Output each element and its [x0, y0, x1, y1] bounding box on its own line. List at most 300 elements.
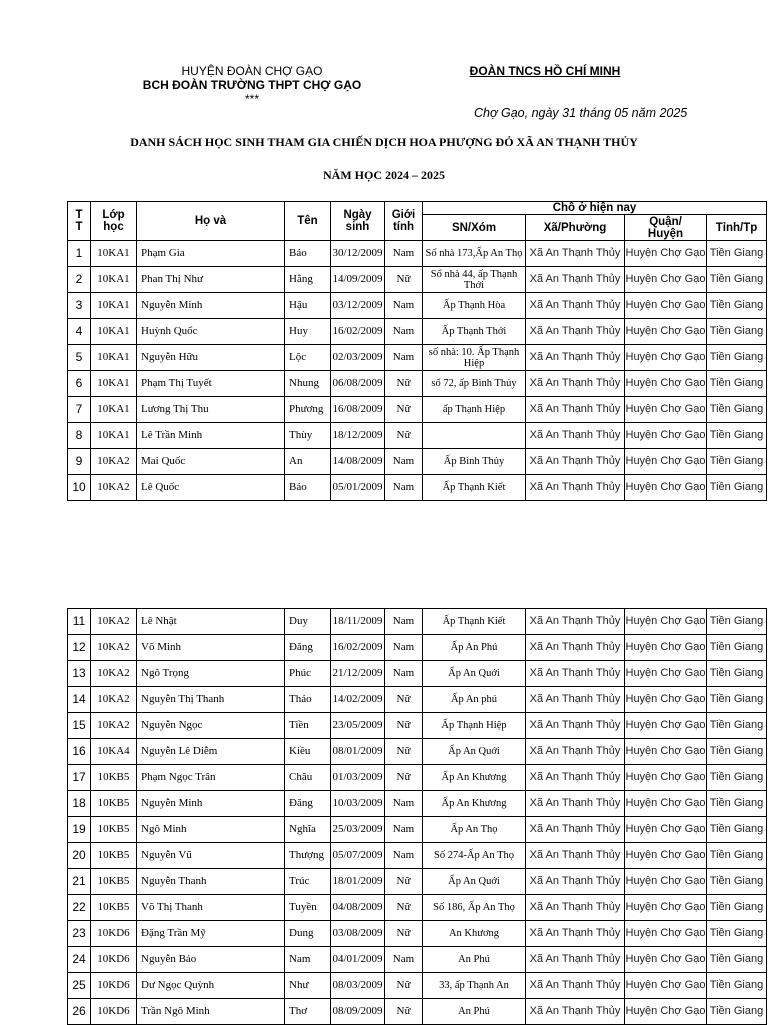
table-row — [68, 241, 767, 267]
row-surname: Lương Thị Thu — [137, 397, 285, 423]
row-gender: Nam — [385, 791, 423, 817]
row-number: 5 — [68, 345, 91, 371]
row-surname: Đặng Trần Mỹ — [137, 921, 285, 947]
table-row — [68, 449, 767, 475]
row-birthdate: 16/02/2009 — [331, 319, 385, 345]
row-province: Tiền Giang — [707, 423, 767, 449]
table-row — [68, 423, 767, 449]
organization-title: ĐOÀN TNCS HỒ CHÍ MINH — [469, 64, 621, 78]
row-surname: Nguyễn Minh — [137, 293, 285, 319]
row-class: 10KA2 — [91, 661, 137, 687]
row-number: 17 — [68, 765, 91, 791]
row-name: Bảo — [285, 475, 331, 501]
row-name: Thượng — [285, 843, 331, 869]
row-commune: Xã An Thạnh Thủy — [526, 869, 625, 895]
row-province: Tiền Giang — [707, 713, 767, 739]
row-surname: Nguyễn Minh — [137, 791, 285, 817]
row-district: Huyện Chợ Gạo — [625, 661, 707, 687]
row-commune: Xã An Thạnh Thủy — [526, 635, 625, 661]
row-birthdate: 14/08/2009 — [331, 449, 385, 475]
row-house-hamlet: Ấp An Thọ — [423, 817, 526, 843]
row-commune: Xã An Thạnh Thủy — [526, 687, 625, 713]
row-commune: Xã An Thạnh Thủy — [526, 739, 625, 765]
row-district: Huyện Chợ Gạo — [625, 345, 707, 371]
row-province: Tiền Giang — [707, 817, 767, 843]
row-gender: Nam — [385, 293, 423, 319]
row-gender: Nam — [385, 241, 423, 267]
dateline: Chợ Gạo, ngày 31 tháng 05 năm 2025 — [474, 106, 688, 120]
row-district: Huyện Chợ Gạo — [625, 817, 707, 843]
row-number: 6 — [68, 371, 91, 397]
row-class: 10KB5 — [91, 843, 137, 869]
row-number: 21 — [68, 869, 91, 895]
row-district: Huyện Chợ Gạo — [625, 713, 707, 739]
row-class: 10KA1 — [91, 319, 137, 345]
col-district: Quận/ Huyện — [625, 215, 707, 241]
row-commune: Xã An Thạnh Thủy — [526, 947, 625, 973]
school-union-name: BCH ĐOÀN TRƯỜNG THPT CHỢ GẠO — [142, 78, 362, 92]
row-province: Tiền Giang — [707, 687, 767, 713]
row-number: 14 — [68, 687, 91, 713]
row-district: Huyện Chợ Gạo — [625, 947, 707, 973]
row-surname: Lê Quốc — [137, 475, 285, 501]
row-province: Tiền Giang — [707, 869, 767, 895]
row-number: 12 — [68, 635, 91, 661]
row-class: 10KA2 — [91, 609, 137, 635]
row-district: Huyện Chợ Gạo — [625, 765, 707, 791]
row-house-hamlet: An Khương — [423, 921, 526, 947]
row-surname: Nguyễn Vũ — [137, 843, 285, 869]
row-province: Tiền Giang — [707, 895, 767, 921]
row-district: Huyện Chợ Gạo — [625, 895, 707, 921]
row-gender: Nam — [385, 817, 423, 843]
row-birthdate: 18/11/2009 — [331, 609, 385, 635]
row-province: Tiền Giang — [707, 293, 767, 319]
row-province: Tiền Giang — [707, 635, 767, 661]
row-province: Tiền Giang — [707, 921, 767, 947]
row-birthdate: 25/03/2009 — [331, 817, 385, 843]
table-row — [68, 475, 767, 501]
row-name: Trúc — [285, 869, 331, 895]
row-province: Tiền Giang — [707, 319, 767, 345]
col-province: Tỉnh/Tp — [707, 215, 767, 241]
row-birthdate: 04/01/2009 — [331, 947, 385, 973]
row-name: An — [285, 449, 331, 475]
row-commune: Xã An Thạnh Thủy — [526, 713, 625, 739]
header-left — [120, 64, 384, 106]
col-name: Tên — [285, 202, 331, 241]
student-table-page2 — [67, 608, 767, 1025]
row-province: Tiền Giang — [707, 999, 767, 1025]
row-class: 10KB5 — [91, 869, 137, 895]
row-house-hamlet: Ấp Thạnh Kiết — [423, 609, 526, 635]
row-gender: Nam — [385, 661, 423, 687]
row-house-hamlet: Ấp An Khương — [423, 765, 526, 791]
row-name: Nghĩa — [285, 817, 331, 843]
row-name: Châu — [285, 765, 331, 791]
row-house-hamlet: số 72, ấp Bình Thủy — [423, 371, 526, 397]
row-district: Huyện Chợ Gạo — [625, 609, 707, 635]
row-name: Nam — [285, 947, 331, 973]
row-birthdate: 10/03/2009 — [331, 791, 385, 817]
row-district: Huyện Chợ Gạo — [625, 475, 707, 501]
row-number: 4 — [68, 319, 91, 345]
row-district: Huyện Chợ Gạo — [625, 371, 707, 397]
row-birthdate: 02/03/2009 — [331, 345, 385, 371]
row-name: Huy — [285, 319, 331, 345]
table-row — [68, 609, 767, 635]
table-row — [68, 739, 767, 765]
row-name: Hậu — [285, 293, 331, 319]
row-name: Hằng — [285, 267, 331, 293]
row-number: 23 — [68, 921, 91, 947]
table-row — [68, 921, 767, 947]
row-name: Thơ — [285, 999, 331, 1025]
row-surname: Nguyễn Thị Thanh — [137, 687, 285, 713]
row-gender: Nữ — [385, 371, 423, 397]
row-province: Tiền Giang — [707, 241, 767, 267]
row-house-hamlet: 33, ấp Thạnh An — [423, 973, 526, 999]
table-row — [68, 947, 767, 973]
table-row — [68, 791, 767, 817]
row-district: Huyện Chợ Gạo — [625, 739, 707, 765]
row-house-hamlet — [423, 423, 526, 449]
row-province: Tiền Giang — [707, 345, 767, 371]
table-row — [68, 843, 767, 869]
row-surname: Võ Thị Thanh — [137, 895, 285, 921]
row-gender: Nam — [385, 475, 423, 501]
row-gender: Nữ — [385, 713, 423, 739]
row-class: 10KA1 — [91, 423, 137, 449]
table-row — [68, 371, 767, 397]
row-birthdate: 04/08/2009 — [331, 895, 385, 921]
row-gender: Nam — [385, 449, 423, 475]
row-gender: Nữ — [385, 267, 423, 293]
col-residence-group: Chỗ ở hiện nay — [423, 202, 767, 215]
col-birthdate: Ngày sinh — [331, 202, 385, 241]
row-surname: Nguyễn Lê Diễm — [137, 739, 285, 765]
row-name: Thảo — [285, 687, 331, 713]
row-name: Nhung — [285, 371, 331, 397]
row-province: Tiền Giang — [707, 791, 767, 817]
col-gender: Giới tính — [385, 202, 423, 241]
row-gender: Nữ — [385, 739, 423, 765]
row-gender: Nữ — [385, 895, 423, 921]
row-province: Tiền Giang — [707, 371, 767, 397]
row-class: 10KD6 — [91, 947, 137, 973]
row-gender: Nữ — [385, 397, 423, 423]
row-district: Huyện Chợ Gạo — [625, 973, 707, 999]
district-union-name: HUYỆN ĐOÀN CHỢ GẠO — [181, 64, 323, 78]
row-name: Duy — [285, 609, 331, 635]
row-house-hamlet: Ấp An Quới — [423, 661, 526, 687]
table-row — [68, 895, 767, 921]
row-house-hamlet: An Phú — [423, 947, 526, 973]
row-district: Huyện Chợ Gạo — [625, 293, 707, 319]
row-surname: Nguyễn Bảo — [137, 947, 285, 973]
row-class: 10KA2 — [91, 687, 137, 713]
row-commune: Xã An Thạnh Thủy — [526, 791, 625, 817]
row-class: 10KA1 — [91, 371, 137, 397]
row-house-hamlet: Ấp An phú — [423, 687, 526, 713]
row-surname: Phạm Gia — [137, 241, 285, 267]
row-number: 25 — [68, 973, 91, 999]
row-name: Phương — [285, 397, 331, 423]
row-birthdate: 05/01/2009 — [331, 475, 385, 501]
row-commune: Xã An Thạnh Thủy — [526, 661, 625, 687]
row-birthdate: 16/02/2009 — [331, 635, 385, 661]
row-birthdate: 16/08/2009 — [331, 397, 385, 423]
table-row — [68, 635, 767, 661]
row-province: Tiền Giang — [707, 765, 767, 791]
row-number: 22 — [68, 895, 91, 921]
row-class: 10KA1 — [91, 293, 137, 319]
row-birthdate: 08/01/2009 — [331, 739, 385, 765]
row-province: Tiền Giang — [707, 843, 767, 869]
header-stars: *** — [244, 92, 259, 106]
row-number: 18 — [68, 791, 91, 817]
row-province: Tiền Giang — [707, 267, 767, 293]
row-birthdate: 03/12/2009 — [331, 293, 385, 319]
row-commune: Xã An Thạnh Thủy — [526, 475, 625, 501]
row-district: Huyện Chợ Gạo — [625, 921, 707, 947]
row-birthdate: 08/03/2009 — [331, 973, 385, 999]
row-number: 10 — [68, 475, 91, 501]
row-surname: Nguyễn Thanh — [137, 869, 285, 895]
row-name: Lộc — [285, 345, 331, 371]
row-birthdate: 03/08/2009 — [331, 921, 385, 947]
row-number: 26 — [68, 999, 91, 1025]
row-name: Phúc — [285, 661, 331, 687]
table-row — [68, 661, 767, 687]
table-row — [68, 345, 767, 371]
row-house-hamlet: Số 186, Ấp An Thọ — [423, 895, 526, 921]
row-surname: Lê Nhật — [137, 609, 285, 635]
row-surname: Võ Minh — [137, 635, 285, 661]
row-house-hamlet: Ấp An Phú — [423, 635, 526, 661]
row-house-hamlet: Ấp Thạnh Kiết — [423, 475, 526, 501]
row-house-hamlet: Ấp An Quới — [423, 739, 526, 765]
col-house-hamlet: SN/Xóm — [423, 215, 526, 241]
table-row — [68, 999, 767, 1025]
row-name: Như — [285, 973, 331, 999]
row-commune: Xã An Thạnh Thủy — [526, 609, 625, 635]
row-province: Tiền Giang — [707, 449, 767, 475]
row-number: 24 — [68, 947, 91, 973]
row-surname: Ngô Minh — [137, 817, 285, 843]
col-commune: Xã/Phường — [526, 215, 625, 241]
row-district: Huyện Chợ Gạo — [625, 635, 707, 661]
row-district: Huyện Chợ Gạo — [625, 267, 707, 293]
row-house-hamlet: ấp Thạnh Hiệp — [423, 397, 526, 423]
row-commune: Xã An Thạnh Thủy — [526, 345, 625, 371]
row-gender: Nam — [385, 635, 423, 661]
row-gender: Nữ — [385, 765, 423, 791]
row-number: 9 — [68, 449, 91, 475]
row-class: 10KA1 — [91, 241, 137, 267]
row-birthdate: 05/07/2009 — [331, 843, 385, 869]
row-gender: Nữ — [385, 869, 423, 895]
row-class: 10KB5 — [91, 765, 137, 791]
row-commune: Xã An Thạnh Thủy — [526, 267, 625, 293]
row-birthdate: 01/03/2009 — [331, 765, 385, 791]
row-house-hamlet: số nhà: 10. Ấp Thạnh Hiệp — [423, 345, 526, 371]
row-gender: Nữ — [385, 921, 423, 947]
row-name: Đăng — [285, 791, 331, 817]
row-birthdate: 18/01/2009 — [331, 869, 385, 895]
row-commune: Xã An Thạnh Thủy — [526, 817, 625, 843]
student-table-page1 — [67, 201, 767, 501]
table-row — [68, 765, 767, 791]
row-number: 8 — [68, 423, 91, 449]
row-number: 11 — [68, 609, 91, 635]
row-number: 15 — [68, 713, 91, 739]
row-house-hamlet: Ấp Thạnh Hiệp — [423, 713, 526, 739]
row-province: Tiền Giang — [707, 609, 767, 635]
row-name: Dung — [285, 921, 331, 947]
row-class: 10KB5 — [91, 791, 137, 817]
col-tt: T T — [68, 202, 91, 241]
row-surname: Ngô Trọng — [137, 661, 285, 687]
col-surname: Họ và — [137, 202, 285, 241]
row-class: 10KA1 — [91, 397, 137, 423]
row-house-hamlet: An Phú — [423, 999, 526, 1025]
row-class: 10KA2 — [91, 713, 137, 739]
row-gender: Nữ — [385, 687, 423, 713]
row-number: 20 — [68, 843, 91, 869]
row-birthdate: 14/02/2009 — [331, 687, 385, 713]
row-class: 10KA2 — [91, 449, 137, 475]
row-number: 13 — [68, 661, 91, 687]
row-name: Tuyền — [285, 895, 331, 921]
row-province: Tiền Giang — [707, 397, 767, 423]
row-name: Kiều — [285, 739, 331, 765]
col-class: Lớp học — [91, 202, 137, 241]
row-number: 16 — [68, 739, 91, 765]
row-house-hamlet: Ấp An Khương — [423, 791, 526, 817]
row-commune: Xã An Thạnh Thủy — [526, 973, 625, 999]
table-row — [68, 319, 767, 345]
row-surname: Trần Ngô Minh — [137, 999, 285, 1025]
row-house-hamlet: Ấp Thạnh Thới — [423, 319, 526, 345]
row-number: 3 — [68, 293, 91, 319]
row-class: 10KA4 — [91, 739, 137, 765]
row-province: Tiền Giang — [707, 973, 767, 999]
row-province: Tiền Giang — [707, 739, 767, 765]
row-district: Huyện Chợ Gạo — [625, 449, 707, 475]
row-number: 1 — [68, 241, 91, 267]
row-house-hamlet: Ấp An Quới — [423, 869, 526, 895]
row-class: 10KD6 — [91, 973, 137, 999]
table-row — [68, 973, 767, 999]
row-province: Tiền Giang — [707, 661, 767, 687]
row-birthdate: 30/12/2009 — [331, 241, 385, 267]
row-province: Tiền Giang — [707, 947, 767, 973]
row-province: Tiền Giang — [707, 475, 767, 501]
row-gender: Nam — [385, 319, 423, 345]
row-name: Bảo — [285, 241, 331, 267]
row-class: 10KD6 — [91, 921, 137, 947]
row-class: 10KB5 — [91, 817, 137, 843]
row-house-hamlet: Ấp Thạnh Hòa — [423, 293, 526, 319]
row-commune: Xã An Thạnh Thủy — [526, 371, 625, 397]
row-commune: Xã An Thạnh Thủy — [526, 921, 625, 947]
row-class: 10KA1 — [91, 267, 137, 293]
row-birthdate: 21/12/2009 — [331, 661, 385, 687]
row-birthdate: 14/09/2009 — [331, 267, 385, 293]
row-commune: Xã An Thạnh Thủy — [526, 895, 625, 921]
row-district: Huyện Chợ Gạo — [625, 397, 707, 423]
row-commune: Xã An Thạnh Thủy — [526, 397, 625, 423]
row-commune: Xã An Thạnh Thủy — [526, 999, 625, 1025]
row-surname: Mai Quốc — [137, 449, 285, 475]
row-district: Huyện Chợ Gạo — [625, 319, 707, 345]
table-row — [68, 817, 767, 843]
row-commune: Xã An Thạnh Thủy — [526, 765, 625, 791]
row-class: 10KD6 — [91, 999, 137, 1025]
row-commune: Xã An Thạnh Thủy — [526, 319, 625, 345]
table-row — [68, 687, 767, 713]
document-title: DANH SÁCH HỌC SINH THAM GIA CHIẾN DỊCH HOA PHƯỢNG ĐỎ XÃ AN THẠNH THỦY — [130, 135, 638, 149]
school-year: NĂM HỌC 2024 – 2025 — [323, 168, 445, 182]
row-commune: Xã An Thạnh Thủy — [526, 449, 625, 475]
row-house-hamlet: Số nhà 173,Ấp An Thọ — [423, 241, 526, 267]
row-birthdate: 06/08/2009 — [331, 371, 385, 397]
row-gender: Nữ — [385, 973, 423, 999]
row-district: Huyện Chợ Gạo — [625, 241, 707, 267]
row-district: Huyện Chợ Gạo — [625, 423, 707, 449]
row-birthdate: 08/09/2009 — [331, 999, 385, 1025]
row-birthdate: 23/05/2009 — [331, 713, 385, 739]
row-surname: Lê Trần Minh — [137, 423, 285, 449]
table-row — [68, 869, 767, 895]
table-row — [68, 267, 767, 293]
row-surname: Nguyễn Ngọc — [137, 713, 285, 739]
row-district: Huyện Chợ Gạo — [625, 869, 707, 895]
row-gender: Nam — [385, 609, 423, 635]
row-number: 2 — [68, 267, 91, 293]
row-surname: Phạm Thị Tuyết — [137, 371, 285, 397]
row-class: 10KB5 — [91, 895, 137, 921]
row-surname: Nguyễn Hữu — [137, 345, 285, 371]
row-birthdate: 18/12/2009 — [331, 423, 385, 449]
row-number: 19 — [68, 817, 91, 843]
row-number: 7 — [68, 397, 91, 423]
row-gender: Nữ — [385, 423, 423, 449]
row-name: Đăng — [285, 635, 331, 661]
row-commune: Xã An Thạnh Thủy — [526, 241, 625, 267]
row-class: 10KA2 — [91, 475, 137, 501]
row-district: Huyện Chợ Gạo — [625, 999, 707, 1025]
row-district: Huyện Chợ Gạo — [625, 791, 707, 817]
row-gender: Nữ — [385, 999, 423, 1025]
row-district: Huyện Chợ Gạo — [625, 843, 707, 869]
row-commune: Xã An Thạnh Thủy — [526, 423, 625, 449]
row-gender: Nam — [385, 345, 423, 371]
table-row — [68, 713, 767, 739]
row-commune: Xã An Thạnh Thủy — [526, 843, 625, 869]
row-name: Thùy — [285, 423, 331, 449]
row-house-hamlet: Số nhà 44, ấp Thạnh Thới — [423, 267, 526, 293]
row-name: Tiền — [285, 713, 331, 739]
row-house-hamlet: Ấp Bình Thủy — [423, 449, 526, 475]
row-class: 10KA1 — [91, 345, 137, 371]
row-gender: Nam — [385, 947, 423, 973]
row-class: 10KA2 — [91, 635, 137, 661]
row-surname: Phan Thị Như — [137, 267, 285, 293]
row-house-hamlet: Số 274-Ấp An Thọ — [423, 843, 526, 869]
row-surname: Phạm Ngọc Trân — [137, 765, 285, 791]
